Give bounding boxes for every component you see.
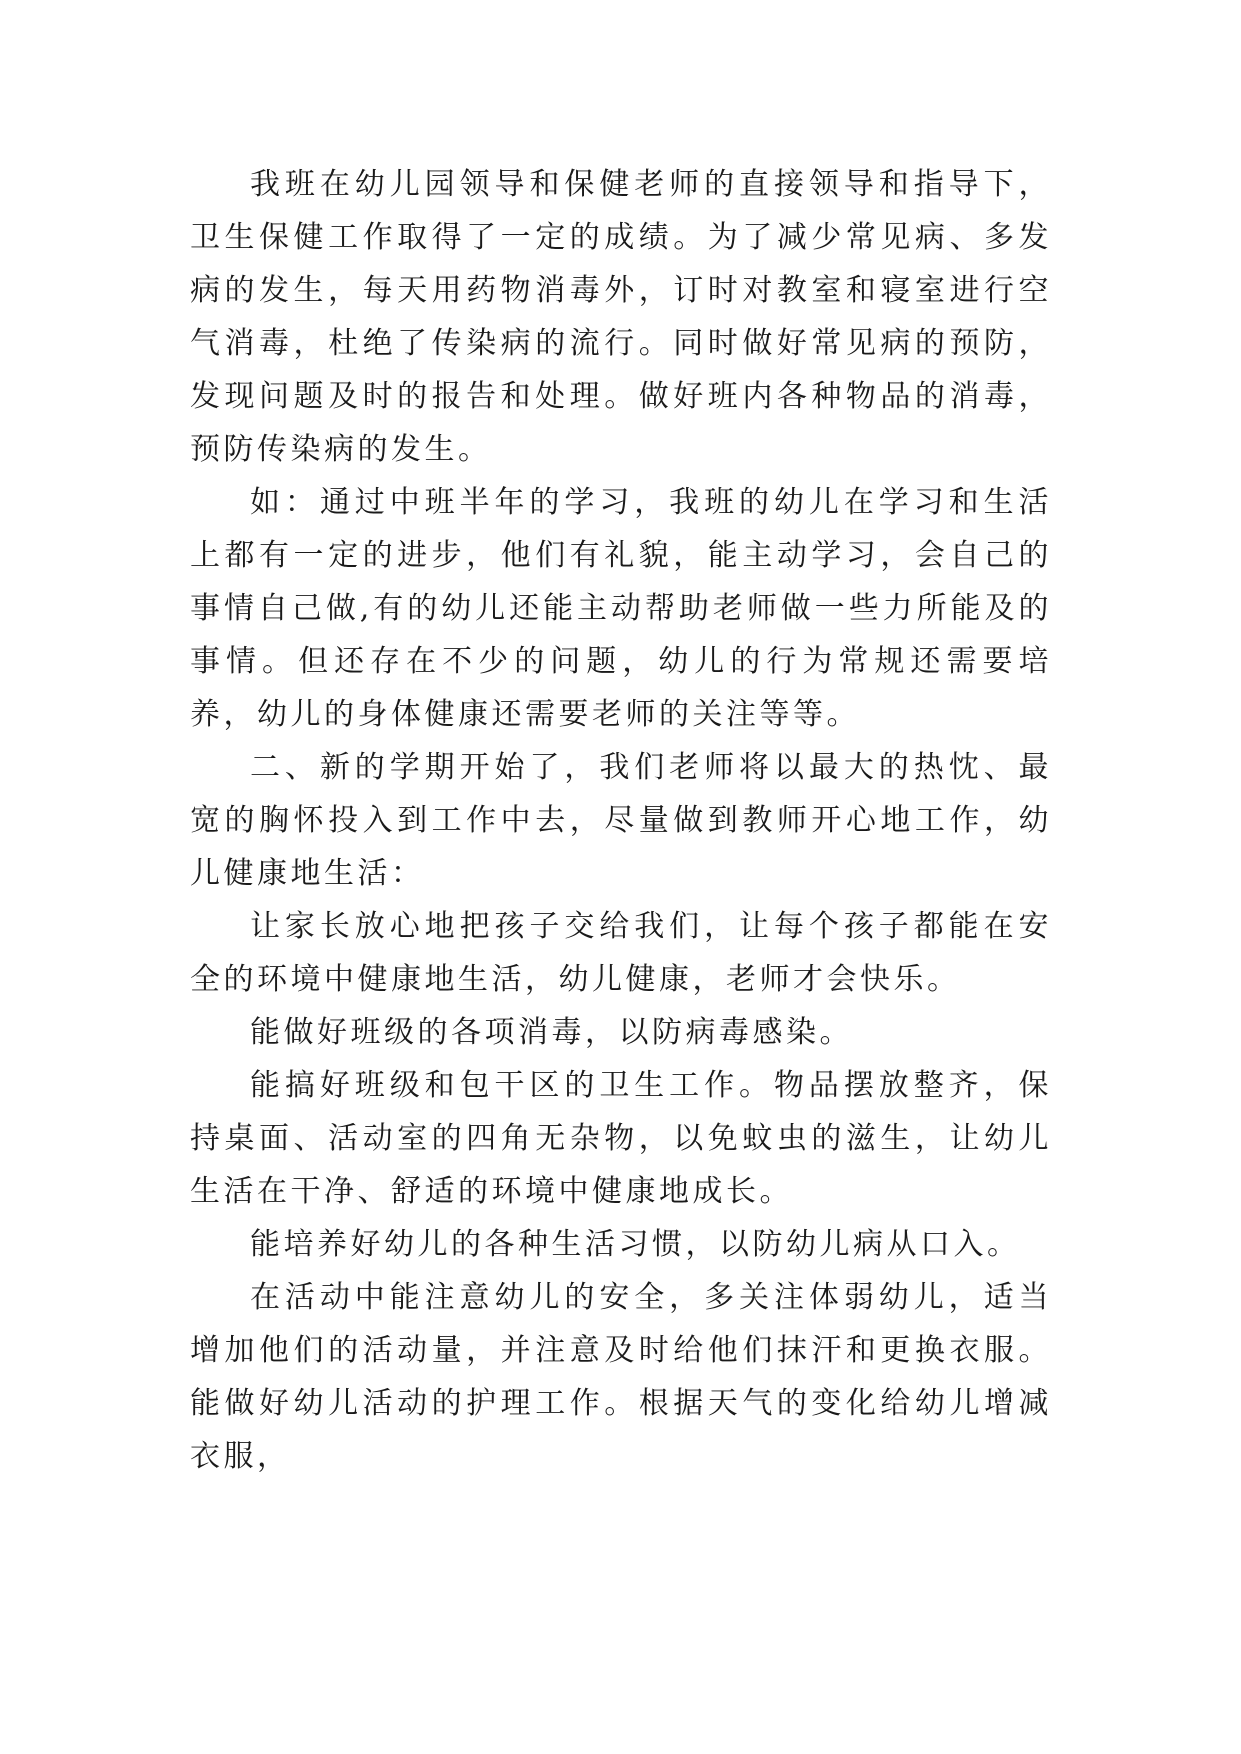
paragraph-parent-trust: 让家长放心地把孩子交给我们，让每个孩子都能在安全的环境中健康地生活，幼儿健康，老师才会快乐。: [190, 909, 1052, 997]
paragraph-new-semester: 二、新的学期开始了，我们老师将以最大的热忱、最宽的胸怀投入到工作中去，尽量做到教师开心地工作，幼儿健康地生活：: [190, 750, 1052, 891]
paragraph-cleaning: 能搞好班级和包干区的卫生工作。物品摆放整齐，保持桌面、活动室的四角无杂物，以免蚊虫的滋生，让幼儿生活在干净、舒适的环境中健康地成长。: [190, 1068, 1052, 1209]
paragraph-habits: 能培养好幼儿的各种生活习惯，以防幼儿病从口入。: [250, 1227, 1021, 1262]
paragraph-hygiene-results: 我班在幼儿园领导和保健老师的直接领导和指导下，卫生保健工作取得了一定的成绩。为了减少常见病、多发病的发生，每天用药物消毒外，订时对教室和寝室进行空气消毒，杜绝了传染病的流行。同时做好常见病的预防，发现问题及时的报告和处理。做好班内各种物品的消毒，预防传染病的发生。: [190, 167, 1052, 467]
document-body: [190, 158, 1052, 1483]
paragraph-activity-safety: 在活动中能注意幼儿的安全，多关注体弱幼儿，适当增加他们的活动量，并注意及时给他们抹汗和更换衣服。能做好幼儿活动的护理工作。根据天气的变化给幼儿增减衣服，: [190, 1280, 1052, 1474]
paragraph-disinfection: 能做好班级的各项消毒，以防病毒感染。: [250, 1015, 853, 1050]
paragraph-child-progress: 如：通过中班半年的学习，我班的幼儿在学习和生活上都有一定的进步，他们有礼貌，能主动学习，会自己的事情自己做,有的幼儿还能主动帮助老师做一些力所能及的事情。但还存在不少的问题，幼儿的行为常规还需要培养，幼儿的身体健康还需要老师的关注等等。: [190, 485, 1052, 732]
